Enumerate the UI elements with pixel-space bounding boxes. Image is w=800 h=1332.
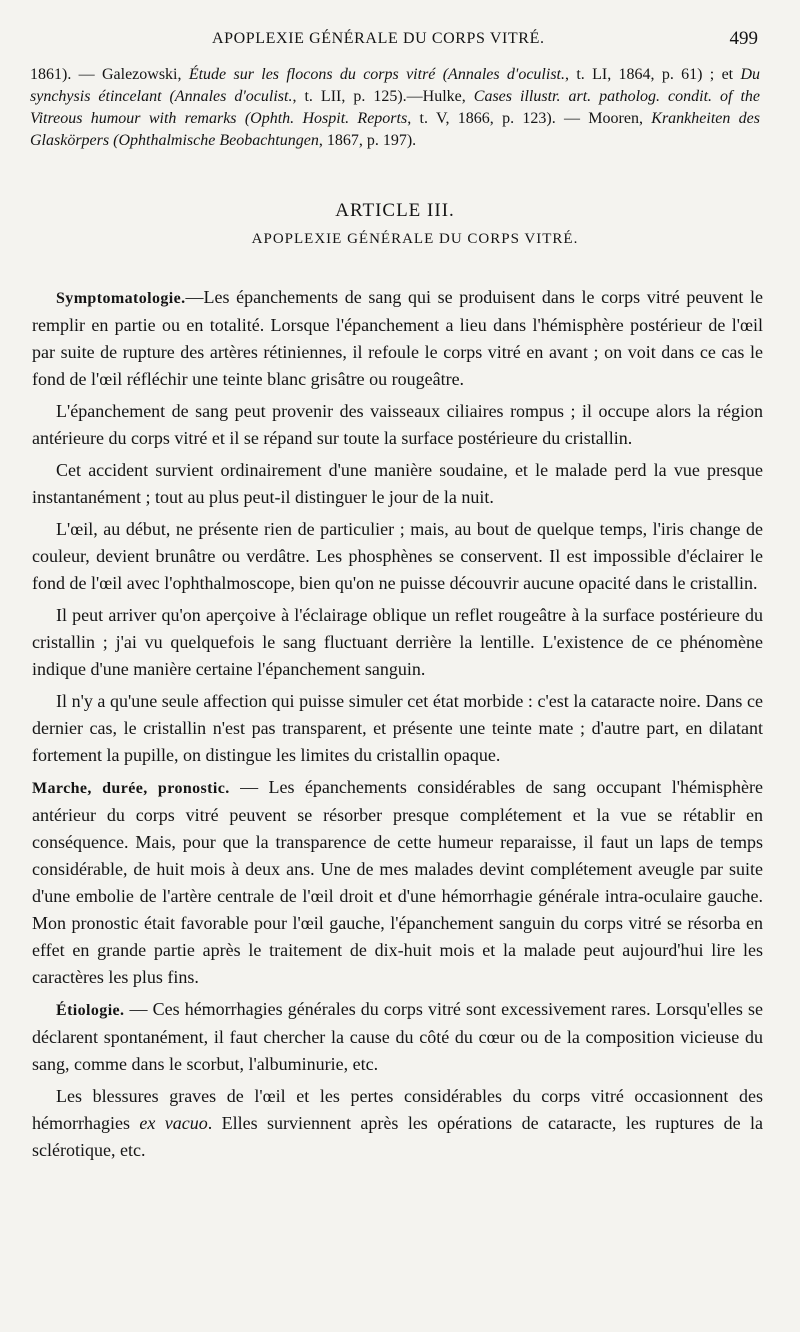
paragraph-text: — Ces hémorrhagies générales du corps vitré sont excessivement rares. Lorsqu'elles se déclarent spontanément, il faut chercher la cause du côté du cœur ou de la composition vicieuse du sang, comme dans le scorbut, l'albuminurie, etc. [32, 999, 763, 1074]
reference-text: , t. LII, p. 125).—Hulke, [292, 88, 474, 105]
running-head [0, 28, 800, 54]
bibliography-references [30, 64, 760, 152]
section-heading-etiologie: Étiologie. [56, 1002, 125, 1019]
section-heading-marche: Marche, durée, pronostic. [32, 780, 230, 797]
paragraph-marche [32, 774, 763, 991]
page-number: 499 [729, 28, 758, 49]
reference-paragraph [30, 64, 760, 152]
running-title: APOPLEXIE GÉNÉRALE DU CORPS VITRÉ. [212, 30, 545, 47]
article-body [32, 284, 763, 1169]
paragraph-text: — Les épanchements considérables de sang occupant l'hémisphère antérieur du corps vitré peuvent se résorber presque complétement et la vue se rétablir en conséquence. Mais, pour que la transparence de cette humeur reparaisse, il faut un laps de temps considérable, de huit mois à deux ans. Une de mes malades devint complétement aveugle par suite d'une embolie de l'artère centrale de l'œil droit et d'une hémorrhagie générale intra-oculaire gauche. Mon pronostic était favorable pour l'œil gauche, l'épanchement sanguin du corps vitré se résorba en effet en grande partie après le traitement de dix-huit mois et la malade peut aujourd'hui lire les caractères les plus fins. [32, 777, 764, 987]
reference-title: Krankheiten des Glaskörpers (Ophthalmische Beobachtungen [30, 110, 761, 149]
paragraph: Cet accident survient ordinairement d'une manière soudaine, et le malade perd la vue presque instantanément ; tout au plus peut-il distinguer le jour de la nuit. [32, 460, 763, 507]
paragraph: Il n'y a qu'une seule affection qui puisse simuler cet état morbide : c'est la cataracte noire. Dans ce dernier cas, le cristallin n'est pas transparent, et présente une teinte mate ; d'autre part, en dilatant fortement la pupille, on distingue les limites du cristallin opaque. [32, 691, 763, 765]
reference-title: Cases illustr. art. patholog. condit. of the Vitreous humour with remarks (Ophth. Hospit. Reports [30, 88, 761, 127]
paragraph: Il peut arriver qu'on aperçoive à l'éclairage oblique un reflet rougeâtre à la surface postérieure du cristallin ; j'ai vu quelquefois le sang fluctuant derrière la lentille. L'existence de ce phénomène indique d'une manière certaine l'épanchement sanguin. [32, 605, 763, 679]
paragraph [32, 1083, 763, 1164]
section-heading-symptomatologie: Symptomatologie. [56, 290, 186, 307]
paragraph-symptomatologie [32, 284, 763, 393]
reference-text: , t. LI, 1864, p. 61) ; et [565, 66, 741, 83]
reference-text: , t. V, 1866, p. 123). — Mooren, [407, 110, 652, 127]
paragraph-etiologie [32, 996, 763, 1078]
reference-title: Étude sur les flocons du corps vitré (Annales d'oculist. [188, 66, 565, 83]
paragraph-text: . Elles surviennent après les opérations de cataracte, les ruptures de la sclérotique, etc. [32, 1113, 763, 1160]
latin-term: ex vacuo [139, 1113, 208, 1133]
paragraph: L'œil, au début, ne présente rien de particulier ; mais, au bout de quelque temps, l'iris change de couleur, devient brunâtre ou verdâtre. Les phosphènes se conservent. Il est impossible d'éclairer le fond de l'œil avec l'ophthalmoscope, bien qu'on ne puisse découvrir aucune opacité dans le cristallin. [32, 519, 763, 593]
paragraph-text: —Les épanchements de sang qui se produisent dans le corps vitré peuvent le remplir en partie ou en totalité. Lorsque l'épanchement a lieu dans l'hémisphère postérieur de l'œil par suite de rupture des artères rétiniennes, il refoule le corps vitré en avant ; on voit dans ce cas le fond de l'œil réfléchir une teinte blanc grisâtre ou rougeâtre. [32, 287, 763, 389]
paragraph-text: Les blessures graves de l'œil et les pertes considérables du corps vitré occasionnent des hémorrhagies [32, 1086, 763, 1133]
reference-text: , 1867, p. 197). [318, 132, 417, 149]
reference-title: Du synchysis étincelant (Annales d'oculist. [30, 66, 760, 105]
article-subtitle: APOPLEXIE GÉNÉRALE DU CORPS VITRÉ. [251, 231, 579, 247]
reference-text: 1861). — Galezowski, [30, 66, 189, 83]
article-heading [0, 200, 800, 248]
paragraph: L'épanchement de sang peut provenir des vaisseaux ciliaires rompus ; il occupe alors la région antérieure du corps vitré et il se répand sur toute la surface postérieure du cristallin. [32, 401, 763, 448]
article-title: ARTICLE III. [335, 200, 455, 221]
